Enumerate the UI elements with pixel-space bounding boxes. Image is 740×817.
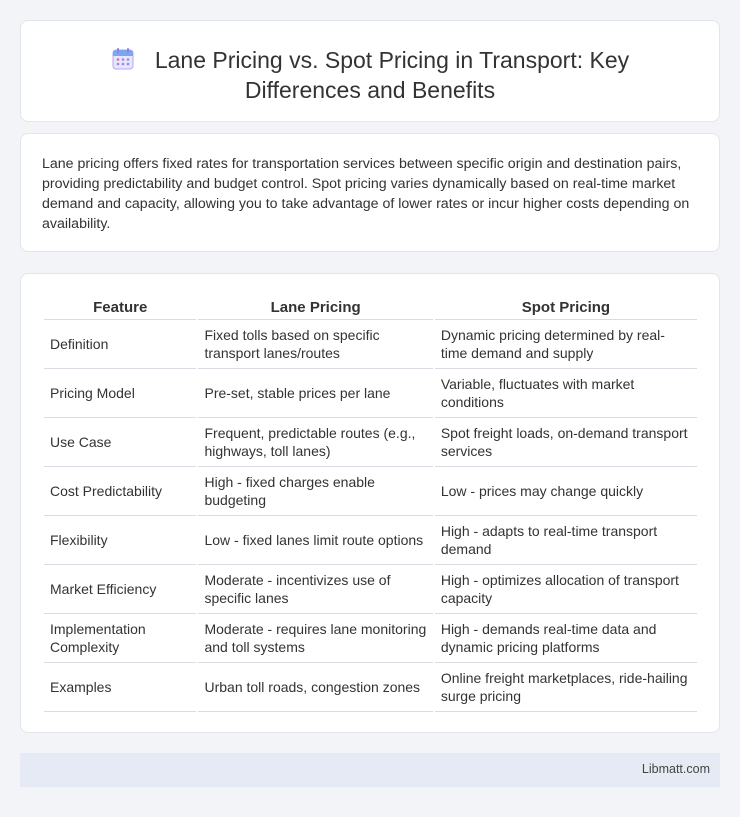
lane-cell: Pre-set, stable prices per lane — [198, 369, 432, 418]
table-row — [44, 565, 697, 614]
intro-paragraph: Lane pricing offers fixed rates for transportation services between specific origin and destination pairs, providing predictability and budget control. Spot pricing varies dynamically based on real-time market demand and capacity, allowing you to take advantage of lower rates or incur higher costs depending on availability. — [42, 156, 690, 232]
title-line-2: Differences and Benefits — [244, 77, 496, 103]
spot-cell: Variable, fluctuates with market conditions — [435, 369, 697, 418]
lane-cell: Frequent, predictable routes (e.g., highways, toll lanes) — [198, 418, 432, 467]
header-lane-pricing: Lane Pricing — [198, 294, 432, 320]
lane-cell: Fixed tolls based on specific transport lanes/routes — [198, 320, 432, 369]
footer-bar — [20, 753, 720, 787]
table-header-row — [44, 294, 697, 320]
title-card — [20, 20, 720, 122]
footer-site-link[interactable]: Libmatt.com — [641, 762, 710, 776]
page-title — [21, 45, 719, 105]
lane-cell: Moderate - requires lane monitoring and toll systems — [198, 614, 432, 663]
lane-cell: Low - fixed lanes limit route options — [198, 516, 432, 565]
title-line-1: Lane Pricing vs. Spot Pricing in Transport: Key — [154, 47, 630, 73]
feature-cell: Cost Predictability — [44, 467, 196, 516]
comparison-table — [42, 294, 699, 712]
table-row — [44, 467, 697, 516]
header-spot-pricing: Spot Pricing — [435, 294, 697, 320]
feature-cell: Definition — [44, 320, 196, 369]
spot-cell: Online freight marketplaces, ride-hailing surge pricing — [435, 663, 697, 712]
table-row — [44, 320, 697, 369]
spot-cell: High - demands real-time data and dynamic pricing platforms — [435, 614, 697, 663]
feature-cell: Pricing Model — [44, 369, 196, 418]
lane-cell: High - fixed charges enable budgeting — [198, 467, 432, 516]
lane-cell: Urban toll roads, congestion zones — [198, 663, 432, 712]
feature-cell: Flexibility — [44, 516, 196, 565]
feature-cell: Market Efficiency — [44, 565, 196, 614]
spot-cell: Spot freight loads, on-demand transport services — [435, 418, 697, 467]
intro-card — [20, 133, 720, 252]
spot-cell: Dynamic pricing determined by real-time demand and supply — [435, 320, 697, 369]
spot-cell: High - adapts to real-time transport demand — [435, 516, 697, 565]
table-row — [44, 614, 697, 663]
feature-cell: Use Case — [44, 418, 196, 467]
feature-cell: Examples — [44, 663, 196, 712]
lane-cell: Moderate - incentivizes use of specific lanes — [198, 565, 432, 614]
table-row — [44, 418, 697, 467]
spot-cell: Low - prices may change quickly — [435, 467, 697, 516]
table-row — [44, 516, 697, 565]
comparison-card — [20, 273, 720, 733]
calendar-icon — [111, 47, 135, 71]
header-feature: Feature — [44, 294, 196, 320]
table-row — [44, 369, 697, 418]
table-row — [44, 663, 697, 712]
feature-cell: Implementation Complexity — [44, 614, 196, 663]
spot-cell: High - optimizes allocation of transport capacity — [435, 565, 697, 614]
